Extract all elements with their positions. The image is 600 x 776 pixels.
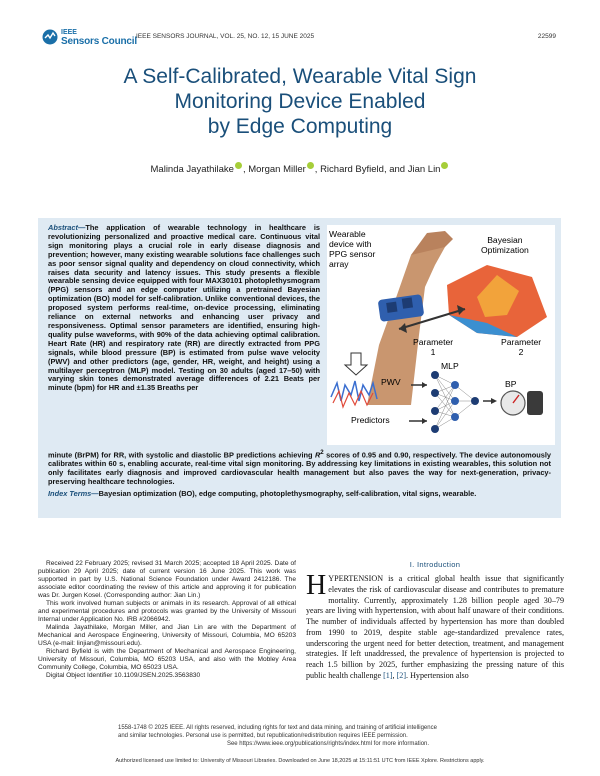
section-heading-introduction: I. Introduction [409, 560, 461, 569]
index-terms-label: Index Terms— [48, 489, 99, 498]
r2-symbol: R [314, 450, 321, 460]
introduction-text: HYPERTENSION is a critical global health issue that significantly elevates the risk of cardiovascular disease and contributes to premature mortality. Currently, approximately 1.28 billion people aged 30–79 years are living with hypertension, with about half unaware of their conditions. The number of individuals affected by hypertension has more than doubled from 1990 to 2019, despite stable age-standardized prevalence rates, underscoring the urgent need for better detection, treatment, and management strategies. If left unaddressed, the prevalence of hypertension is projected to reach 1.5 billion by 2025, further emphasizing the pressing nature of this public health challenge [1], [2]. Hypertension also [306, 570, 564, 680]
abstract-body: The application of wearable technology in healthcare is revolutionizing personalized and proactive medical care. Continuous vital sign monitoring plays a crucial role in early disease diagnosis and prevention; however, many existing wearable solutions face challenges such as poor sensor signal quality and dependency on cloud connectivity, which raises data security and latency issues. This study presents a flexible wearable sensing device equipped with four MAX30101 photoplethysmogram (PPG) sensors and an edge computer utilizing a pretrained Bayesian optimization (BO) model for self-calibration. Unlike conventional devices, the proposed system performs real-time, on-device processing, eliminating reliance on external networks and enhancing user privacy and responsiveness. Optimal sensor parameters are identified, ensuring high-quality pulse waveforms, with 90% of the data achieving optimal calibration. Heart Rate (HR) and respiratory rate (RR) are directly extracted from PPG signals, while blood pressure (BP) is estimated from pulse wave velocity (PWV) and other predictors (age, gender, HR, weight, and height) using a multilayer perceptron (MLP) model. Testing on 30 adults (aged 17–50) with varying skin tones demonstrated average differences of 2.21 Beats per minute (bpm) for HR and ±1.35 Breaths per [48, 223, 320, 393]
authorized-use-line: Authorized licensed use limited to: University of Missouri Libraries. Downloaded on June 18,2025 at 15:11:51 UTC from IEEE Xplore. Restrictions apply. [115, 758, 485, 764]
author-name[interactable]: Richard Byfield [320, 164, 384, 175]
intro-lead: YPERTENSION [328, 574, 384, 583]
doi-line[interactable]: Digital Object Identifier 10.1109/JSEN.2025.3563830 [46, 672, 201, 679]
arm-illustration [367, 239, 445, 405]
sensor-pad [402, 297, 413, 308]
author-name[interactable]: Morgan Miller [248, 164, 306, 175]
abstract-text [48, 224, 320, 393]
citation-link[interactable]: [2] [396, 670, 407, 680]
figure-label-bp: BP [505, 379, 517, 389]
title-line: by Edge Computing [207, 115, 393, 138]
author-name[interactable]: and Jian Lin [389, 164, 441, 175]
journal-header: IEEE SENSORS JOURNAL, VOL. 25, NO. 12, 15 JUNE 2025 [136, 33, 315, 40]
author-list: Malinda Jayathilake , Morgan Miller , Richard Byfield, and Jian Lin [60, 162, 540, 175]
graphical-abstract [327, 225, 555, 445]
ieee-sensors-council-logo [61, 28, 137, 46]
bp-cuff-icon [527, 391, 543, 415]
figure-label-predictors: Predictors [351, 415, 390, 425]
figure-label-param1: Parameter 1 [413, 337, 454, 357]
abstract-continued: minute (BrPM) for RR, with systolic and diastolic BP predictions achieving $R^2$ scores of 0.95 and 0.90, respectively. The device autonomously calibrates within 60 s, enabling accurate, real-time vital sign monitoring. By addressing key limitations in existing wearables, this solution not only facilitates early diagnosis and improved cardiovascular health management but also paves the way for next-generation, privacy-preserving healthcare technologies. [48, 449, 551, 487]
figure-label-param2: Parameter 2 [501, 337, 542, 357]
logo-line1: IEEE [61, 29, 77, 36]
orcid-icon[interactable] [235, 162, 242, 169]
paper-title [60, 64, 540, 139]
author-name[interactable]: Malinda Jayathilake [150, 164, 234, 175]
figure-label-bayesian: Bayesian Optimization [481, 235, 529, 255]
sensor-pad [386, 302, 397, 313]
page-number: 22599 [537, 33, 556, 40]
note-paragraph: Richard Byfield is with the Department of Mechanical and Aerospace Engineering, University of Missouri, Columbia, MO 65203 USA, and also with the Mobley Area Community College, Columbia, MO 65023 USA. [38, 648, 296, 671]
title-line: Monitoring Device Enabled [174, 90, 426, 113]
note-paragraph: Malinda Jayathilake, Morgan Miller, and Jian Lin are with the Department of Mechanical and Aerospace Engineering, University of Missouri, Columbia, MO 65203 USA (e-mail: linjian@missouri.edu). [38, 624, 296, 647]
figure-label-mlp: MLP [441, 361, 459, 371]
ieee-logo-icon [42, 29, 58, 45]
r2-superscript: 2 [320, 449, 324, 456]
orcid-icon[interactable] [307, 162, 314, 169]
abstract-label: Abstract— [48, 223, 86, 232]
copyright-footer: 1558-1748 © 2025 IEEE. All rights reserved, including rights for text and data mining, and training of artificial intelligence and similar technologies. Personal use is permitted, but republication/redistribution requires IEEE permission. See https://www.ieee.org/publications/rights/index.html for more information. [118, 724, 538, 748]
logo-line2: Sensors Council [61, 36, 137, 47]
note-paragraph: This work involved human subjects or animals in its research. Approval of all ethical and experimental procedures and protocols was granted by the University of Missouri Internal under Application No. IRB #2066942. [38, 600, 296, 623]
down-arrow [345, 353, 367, 375]
figure-label-pwv: PWV [381, 377, 401, 387]
index-terms-body: Bayesian optimization (BO), edge computing, photoplethysmography, self-calibration, vital signs, wearable. [98, 489, 477, 498]
citation-link[interactable]: [1] [383, 670, 393, 680]
drop-cap: H [306, 570, 327, 601]
mlp-nodes [431, 371, 479, 433]
figure-label-wearable: Wearable device with PPG sensor array [329, 229, 376, 269]
rights-link[interactable]: See https://www.ieee.org/publications/rights/index.html for more information. [226, 741, 430, 747]
orcid-icon[interactable] [441, 162, 448, 169]
ppg-waveform-2 [333, 391, 373, 407]
note-paragraph: Received 22 February 2025; revised 31 March 2025; accepted 18 April 2025. Date of publication 29 April 2025; date of current version 16 June 2025. This work was supported in part by U.S. National Science Foundation under Award 2412186. The associate editor coordinating the review of this article and approving it for publication was Dr. Jurgen Kosel. (Corresponding author: Jian Lin.) [38, 560, 296, 599]
title-line: A Self-Calibrated, Wearable Vital Sign [123, 65, 477, 88]
index-terms [48, 490, 551, 499]
author-notes [38, 560, 296, 680]
